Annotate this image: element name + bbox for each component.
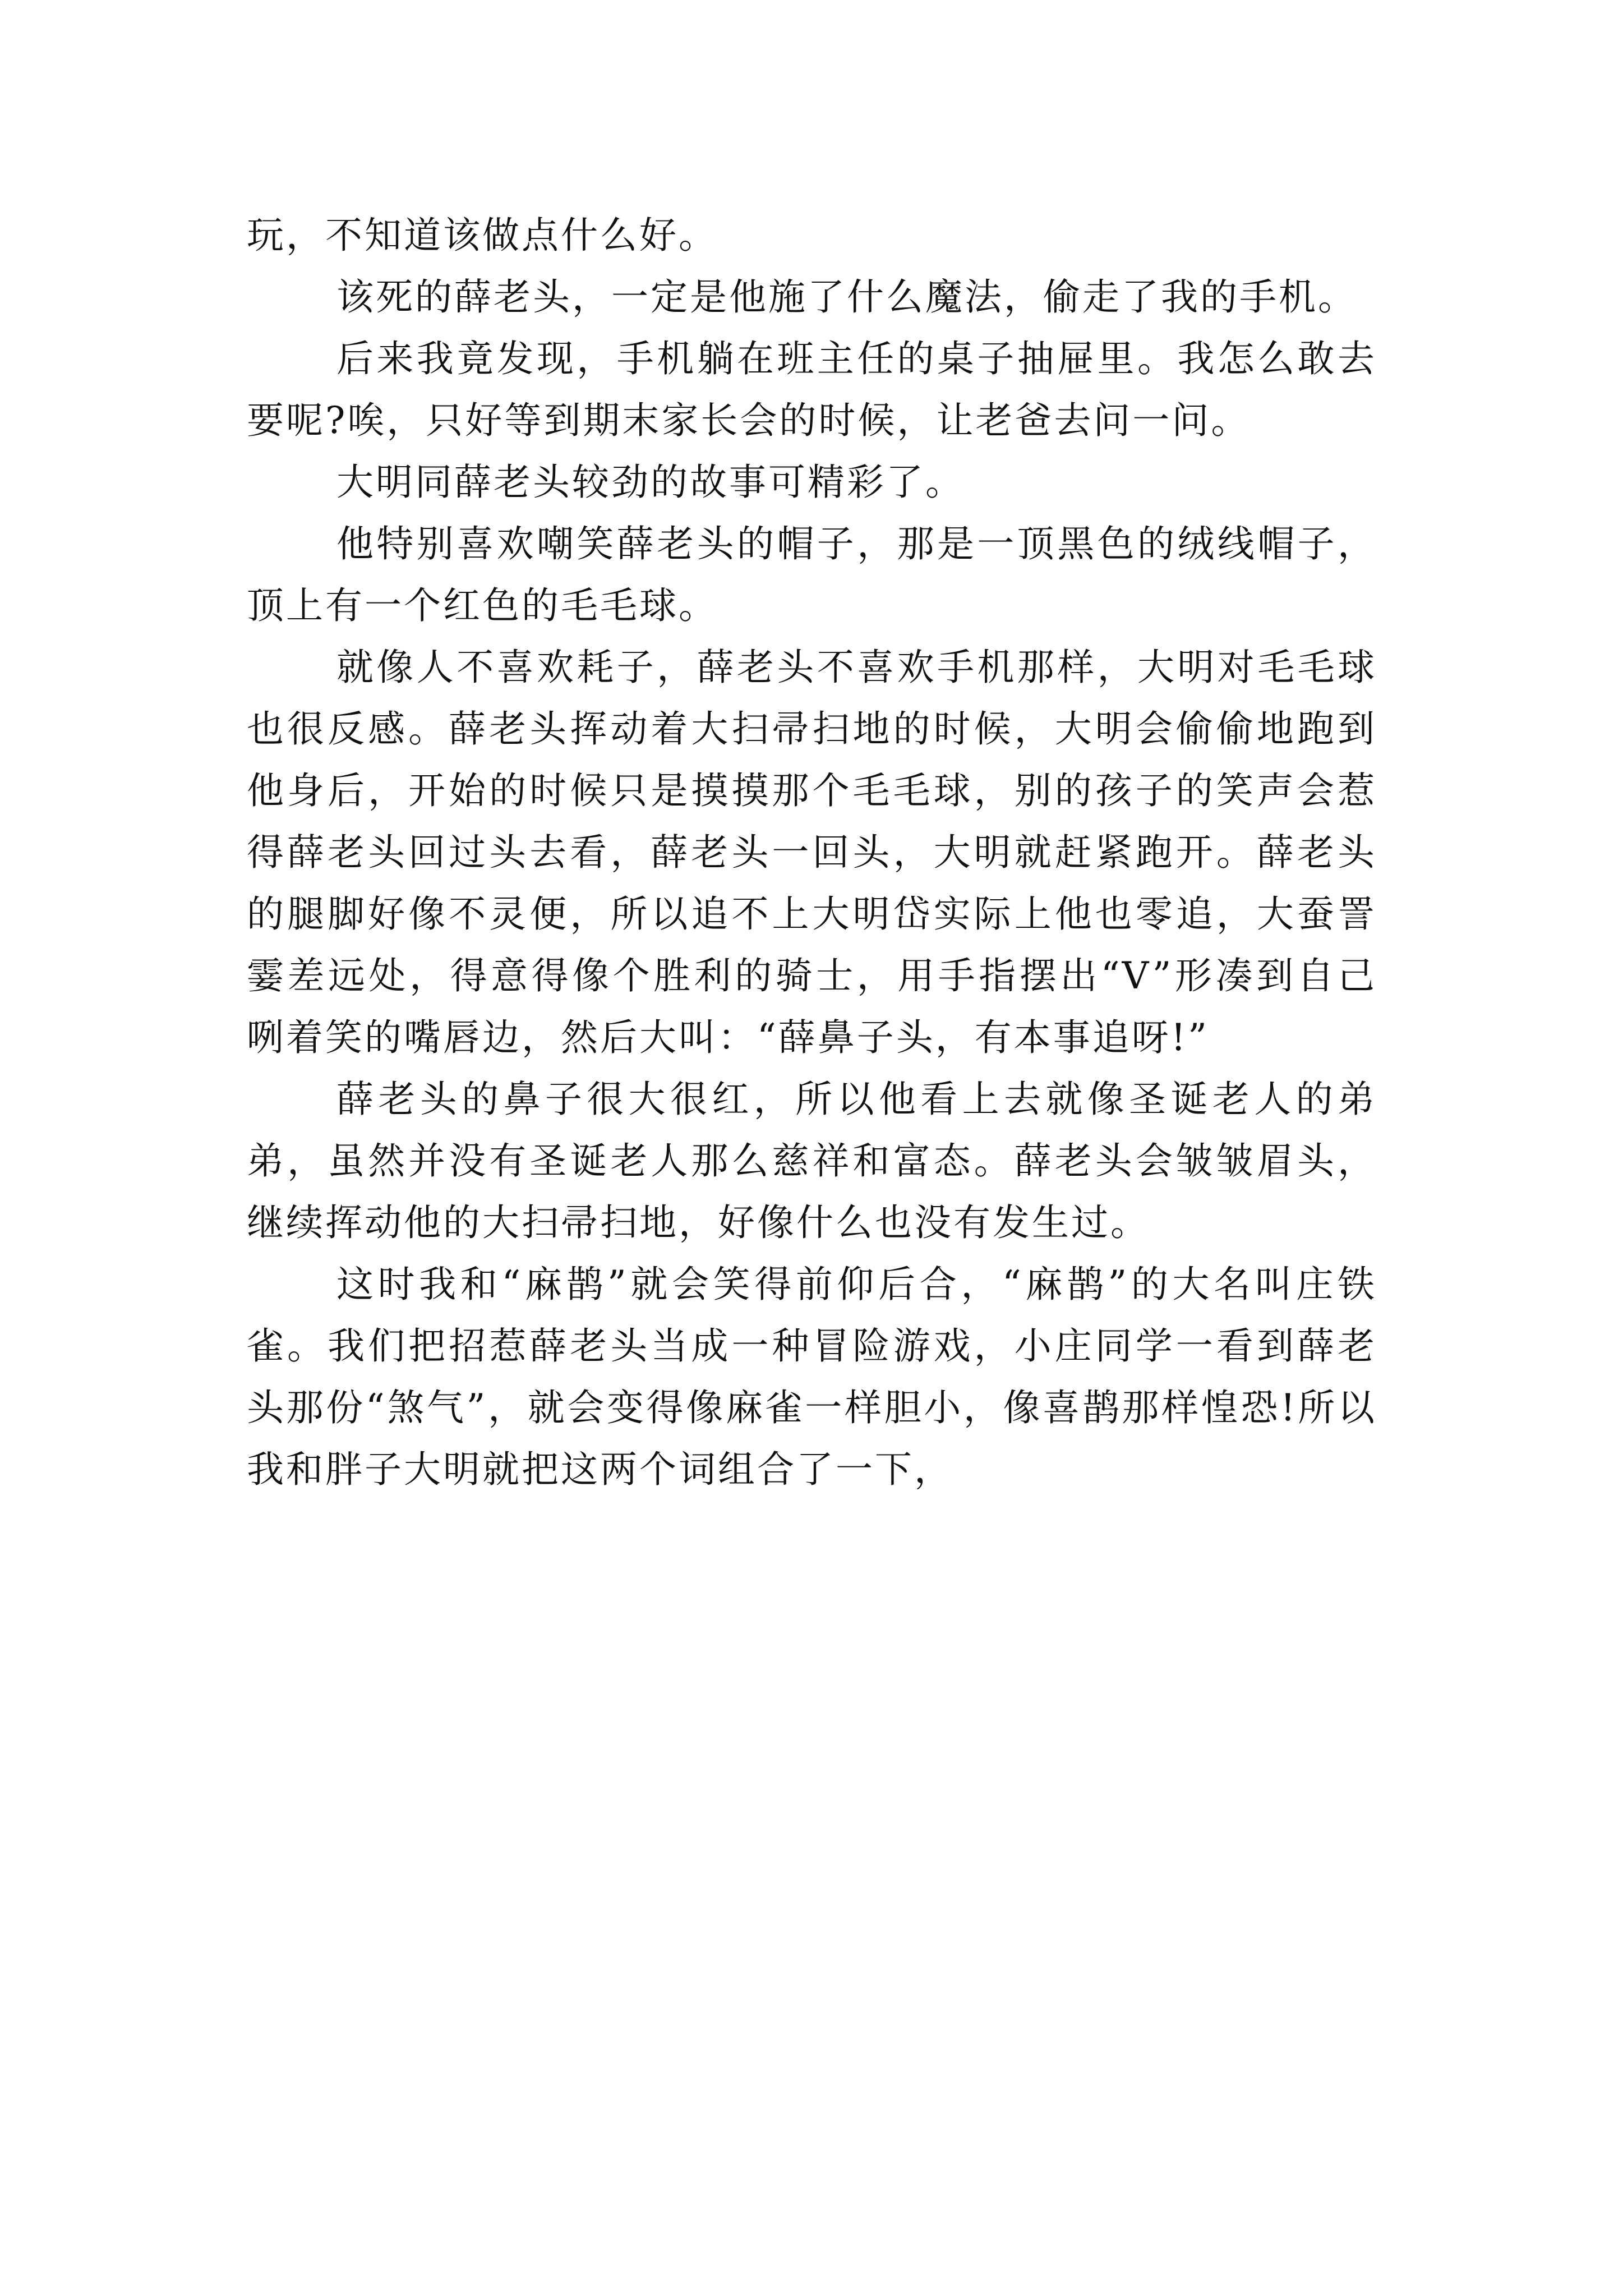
paragraph-4: 大明同薛老头较劲的故事可精彩了。 bbox=[336, 461, 965, 504]
paragraph-1: 玩，不知道该做点什么好。 bbox=[247, 214, 718, 257]
paragraph-7: 薛老头的鼻子很大很红，所以他看上去就像圣诞老人的弟弟，虽然并没有圣诞老人那么慈祥和富态。薛老头会皱皱眉头，继续挥动他的大扫帚扫地，好像什么也没有发生过。 bbox=[247, 1078, 1377, 1244]
body-text bbox=[247, 205, 1377, 1501]
paragraph-8: 这时我和“麻鹊”就会笑得前仰后合，“麻鹊”的大名叫庄铁雀。我们把招惹薛老头当成一种冒险游戏，小庄同学一看到薛老头那份“煞气”，就会变得像麻雀一样胆小，像喜鹊那样惶恐!所以我和胖子大明就把这两个词组合了一下， bbox=[247, 1263, 1377, 1491]
paragraph-5: 他特别喜欢嘲笑薛老头的帽子，那是一顶黑色的绒线帽子，顶上有一个红色的毛毛球。 bbox=[247, 522, 1377, 627]
paragraph-6: 就像人不喜欢耗子，薛老头不喜欢手机那样，大明对毛毛球也很反感。薛老头挥动着大扫帚扫地的时候，大明会偷偷地跑到他身后，开始的时候只是摸摸那个毛毛球，别的孩子的笑声会惹得薛老头回过头去看，薛老头一回头，大明就赶紧跑开。薛老头的腿脚好像不灵便，所以追不上大明岱实际上他也零追，大蚕詈霎差远处，得意得像个胜利的骑士，用手指摆出“V”形凑到自己咧着笑的嘴唇边，然后大叫：“薛鼻子头，有本事追呀!” bbox=[247, 646, 1377, 1059]
paragraph-3: 后来我竟发现，手机躺在班主任的桌子抽屉里。我怎么敢去要呢?唉，只好等到期末家长会的时候，让老爸去问一问。 bbox=[247, 337, 1377, 442]
paragraph-2: 该死的薛老头，一定是他施了什么魔法，偷走了我的手机。 bbox=[336, 275, 1357, 319]
